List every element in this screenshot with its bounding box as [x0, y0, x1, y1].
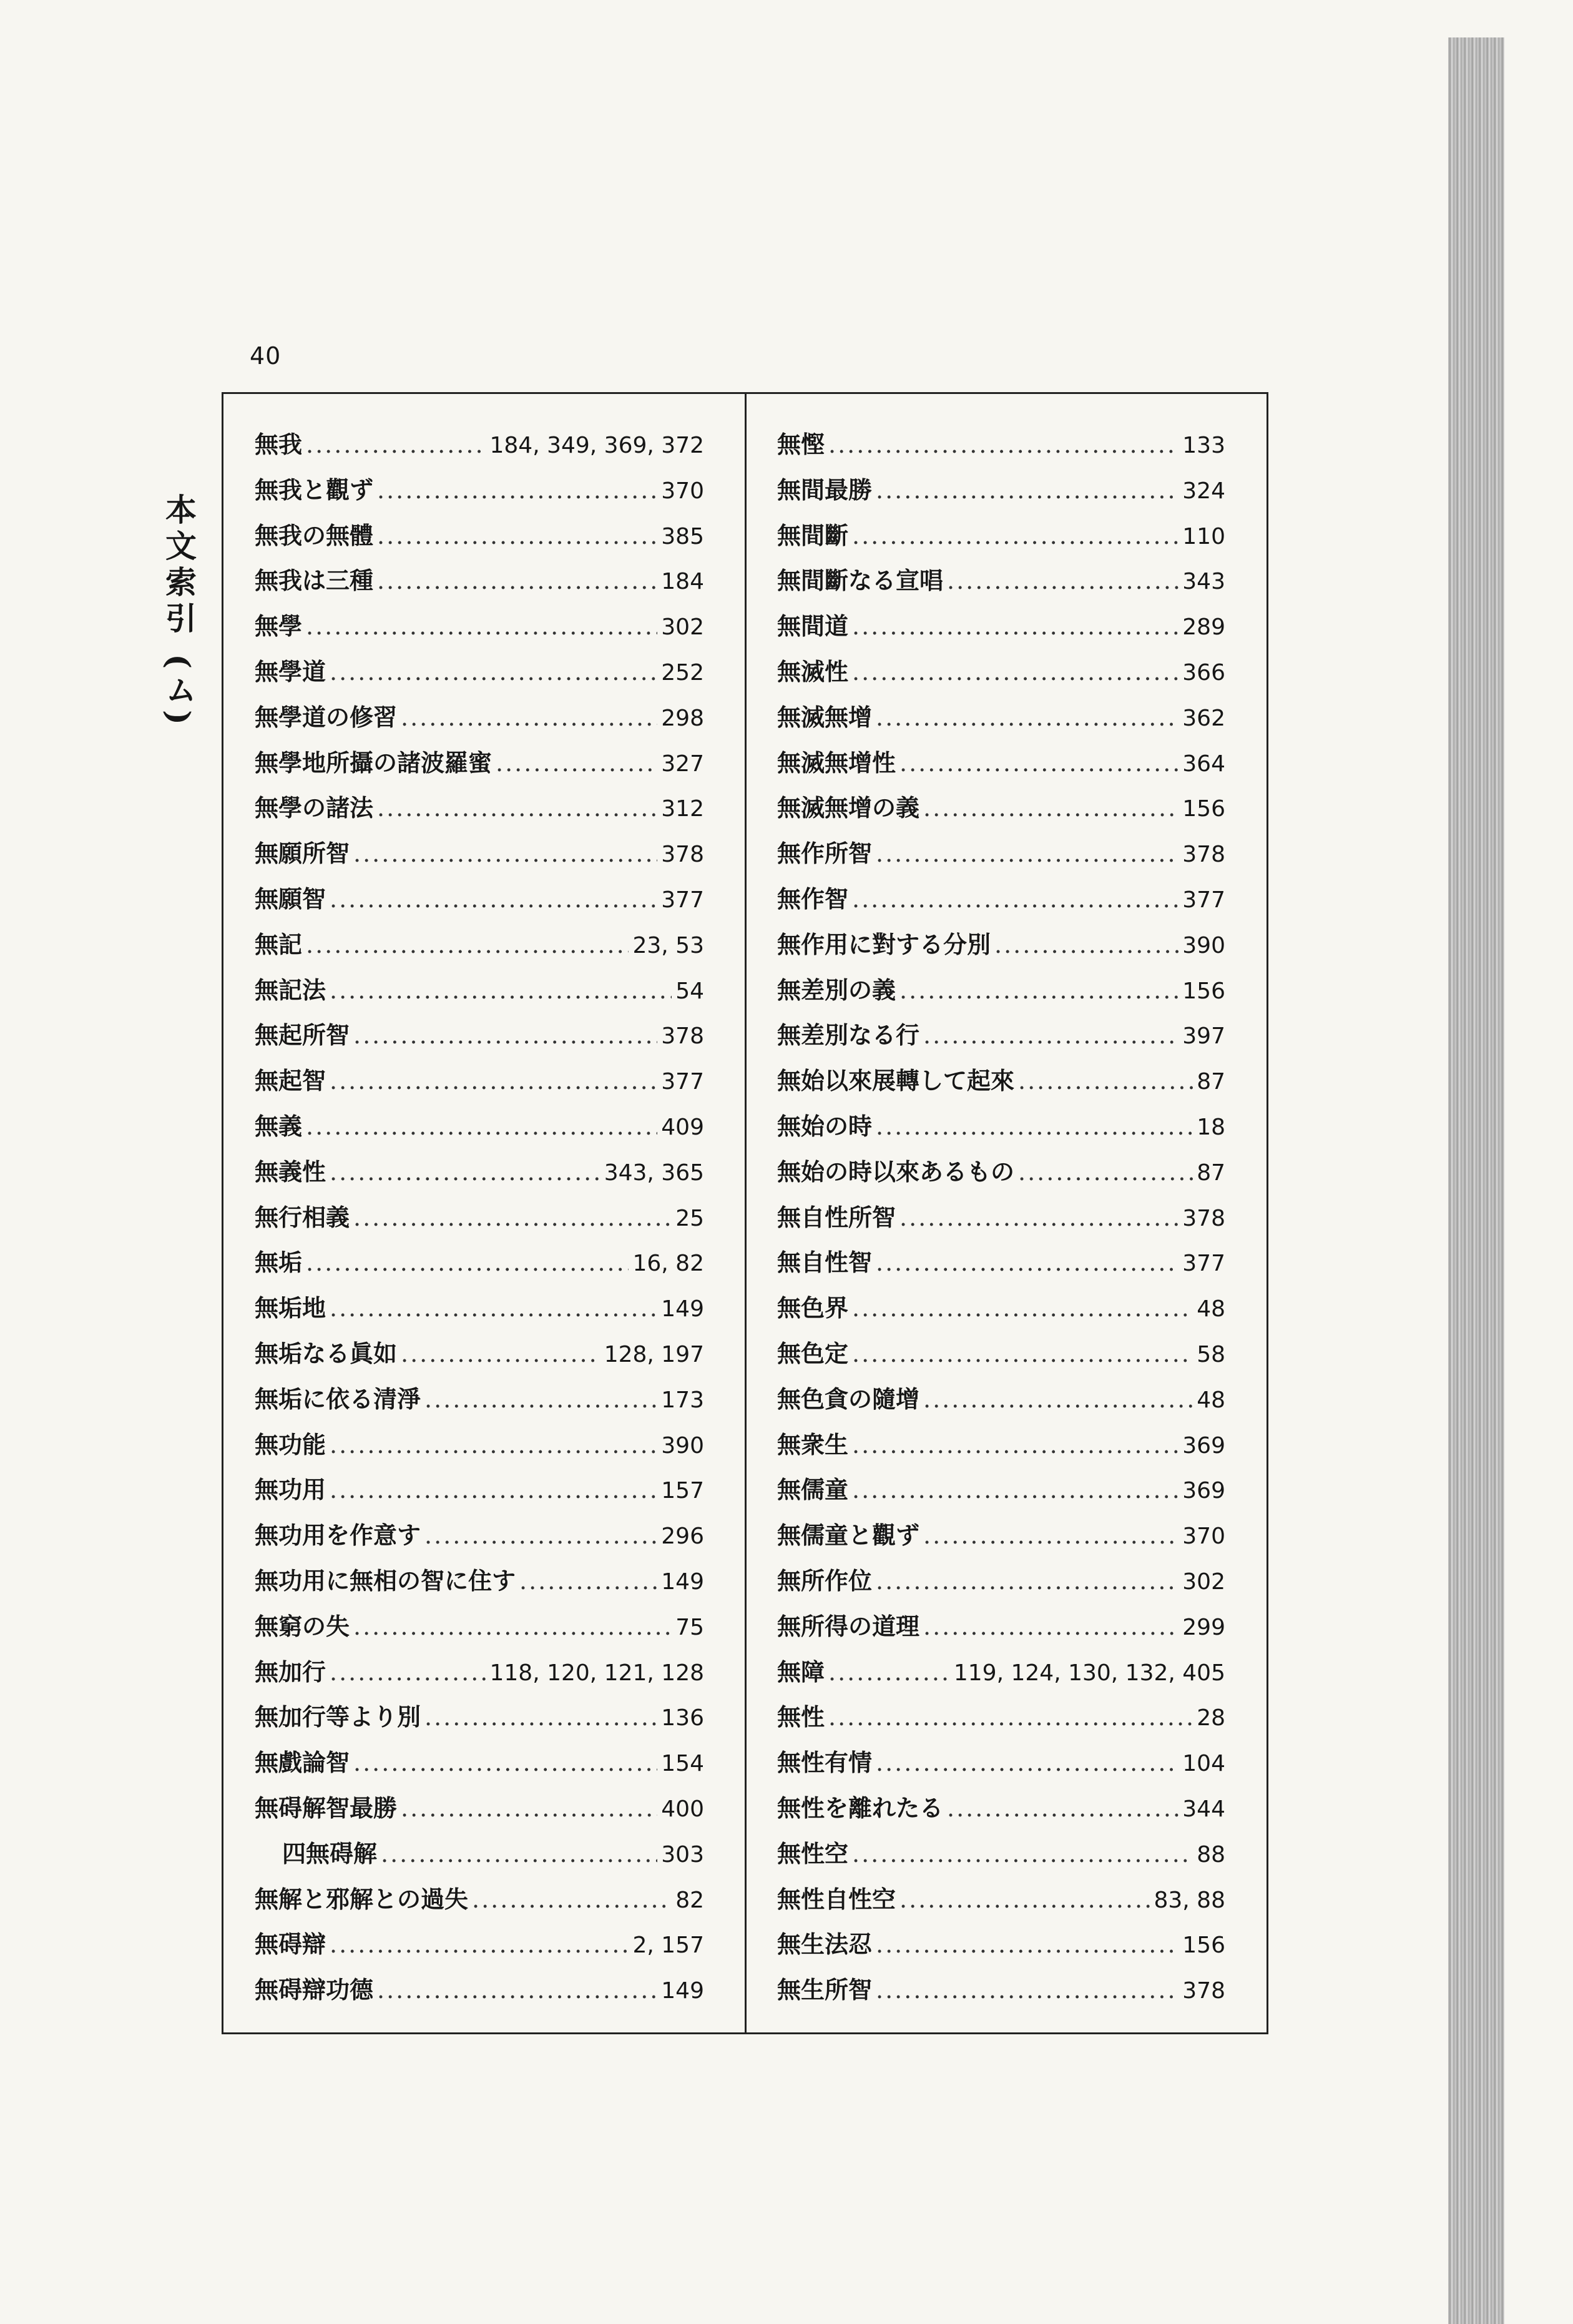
index-entry: [255, 1422, 704, 1468]
index-term: 無間道: [777, 612, 849, 641]
dot-leader: [424, 1513, 657, 1558]
index-pages: 149: [661, 1978, 704, 2004]
index-pages: 88: [1197, 1841, 1225, 1868]
index-term: 無學の諸法: [255, 794, 374, 822]
dot-leader: [330, 1150, 600, 1195]
scan-edge-shadow: [1448, 37, 1504, 2324]
index-entry: [777, 1831, 1225, 1877]
index-entry: [777, 741, 1225, 786]
index-term: 無窮の失: [255, 1612, 350, 1640]
index-term: 無我: [255, 430, 303, 458]
index-entry: [255, 1650, 704, 1695]
page-number: 40: [250, 342, 282, 370]
index-entry: [255, 785, 704, 831]
index-entry: [777, 1150, 1225, 1195]
index-pages: 54: [675, 978, 704, 1004]
index-entry: [255, 877, 704, 922]
index-pages: 409: [661, 1114, 704, 1140]
index-pages: 369: [1182, 1432, 1225, 1459]
dot-leader: [424, 1377, 657, 1422]
dot-leader: [852, 877, 1179, 922]
dot-leader: [923, 1013, 1179, 1058]
dot-leader: [923, 1377, 1193, 1422]
index-pages: 87: [1197, 1160, 1225, 1186]
index-term: 無差別の義: [777, 975, 896, 1004]
index-entry: [777, 1058, 1225, 1104]
dot-leader: [381, 1831, 657, 1877]
index-term: 無滅無增: [777, 702, 873, 731]
dot-leader: [1018, 1058, 1193, 1104]
index-pages: 184: [661, 569, 704, 595]
index-pages: 343: [1182, 569, 1225, 595]
dot-leader: [424, 1695, 657, 1740]
index-pages: 75: [675, 1614, 704, 1640]
index-pages: 173: [661, 1387, 704, 1413]
index-pages: 82: [675, 1887, 704, 1913]
index-pages: 149: [661, 1568, 704, 1595]
index-pages: 184, 349, 369, 372: [489, 433, 704, 458]
running-head: 本文索引 (ム): [160, 493, 197, 730]
index-entry: [777, 1877, 1225, 1923]
index-pages: 110: [1182, 523, 1225, 549]
index-entry: [777, 1377, 1225, 1422]
index-term: 無差別なる行: [777, 1021, 920, 1050]
index-term: 無始以來展轉して起來: [777, 1066, 1015, 1095]
index-entry: [255, 1740, 704, 1786]
index-entry: [777, 1013, 1225, 1058]
dot-leader: [401, 695, 657, 741]
index-entry: [255, 1604, 704, 1650]
index-term: 無性: [777, 1703, 825, 1731]
dot-leader: [330, 877, 657, 922]
index-pages: 324: [1182, 478, 1225, 504]
dot-leader: [947, 558, 1179, 604]
dot-leader: [852, 1467, 1179, 1513]
index-pages: 303: [661, 1841, 704, 1868]
dot-leader: [330, 1286, 657, 1331]
dot-leader: [401, 1331, 600, 1377]
index-term: 無間斷なる宣唱: [777, 566, 944, 595]
dot-leader: [828, 1695, 1193, 1740]
index-pages: 385: [661, 523, 704, 549]
index-pages: 378: [1182, 842, 1225, 868]
dot-leader: [330, 1650, 486, 1695]
index-term: 無衆生: [777, 1430, 849, 1459]
index-term: 無所作位: [777, 1566, 873, 1595]
dot-leader: [852, 1422, 1179, 1468]
index-entry: [255, 649, 704, 695]
index-term: 無學道の修習: [255, 702, 398, 731]
index-pages: 377: [1182, 1251, 1225, 1277]
index-entry: [255, 1877, 704, 1923]
dot-leader: [377, 1967, 657, 2013]
index-pages: 133: [1182, 433, 1225, 458]
dot-leader: [353, 831, 657, 877]
dot-leader: [330, 1422, 657, 1468]
index-term: 無我の無體: [255, 521, 374, 549]
index-entry: [255, 1786, 704, 1831]
index-pages: 156: [1182, 978, 1225, 1004]
dot-leader: [923, 1513, 1179, 1558]
index-term: 無碍解智最勝: [255, 1793, 398, 1822]
index-term: 無學道: [255, 657, 326, 686]
index-pages: 364: [1182, 751, 1225, 777]
index-term: 無作用に對する分別: [777, 930, 991, 958]
index-entry: [777, 1286, 1225, 1331]
dot-leader: [899, 1877, 1150, 1923]
dot-leader: [876, 831, 1179, 877]
index-entry: [777, 831, 1225, 877]
index-term: 無行相義: [255, 1203, 350, 1231]
dot-leader: [876, 1558, 1179, 1604]
index-entry: [255, 831, 704, 877]
index-term: 無功用に無相の智に住す: [255, 1566, 516, 1595]
dot-leader: [330, 968, 672, 1013]
index-pages: 377: [661, 887, 704, 913]
dot-leader: [899, 741, 1179, 786]
index-entry: [255, 1240, 704, 1286]
index-entry: [777, 1422, 1225, 1468]
index-pages: 154: [661, 1751, 704, 1777]
dot-leader: [306, 922, 629, 968]
index-entry: [777, 922, 1225, 968]
index-entry: [777, 785, 1225, 831]
index-entry: [777, 1786, 1225, 1831]
dot-leader: [353, 1195, 672, 1241]
dot-leader: [377, 785, 657, 831]
index-term: 無功用: [255, 1475, 326, 1504]
index-term: 無願所智: [255, 839, 350, 868]
dot-leader: [353, 1740, 657, 1786]
index-term: 無性自性空: [777, 1884, 896, 1913]
dot-leader: [876, 1240, 1179, 1286]
index-pages: 312: [661, 796, 704, 822]
dot-leader: [923, 785, 1179, 831]
index-pages: 87: [1197, 1069, 1225, 1095]
index-term: 無色貪の隨增: [777, 1384, 920, 1413]
index-pages: 378: [1182, 1205, 1225, 1231]
index-pages: 369: [1182, 1478, 1225, 1504]
index-entry: [777, 1195, 1225, 1241]
dot-leader: [377, 513, 657, 559]
dot-leader: [876, 468, 1179, 513]
index-pages: 362: [1182, 705, 1225, 731]
dot-leader: [353, 1013, 657, 1058]
index-term: 無所得の道理: [777, 1612, 920, 1640]
index-term: 無學: [255, 612, 303, 641]
index-pages: 136: [661, 1705, 704, 1731]
index-pages: 377: [1182, 887, 1225, 913]
index-term: 無垢: [255, 1248, 303, 1277]
index-pages: 118, 120, 121, 128: [489, 1660, 704, 1686]
index-entry: [255, 922, 704, 968]
dot-leader: [852, 1331, 1193, 1377]
index-entry: [777, 649, 1225, 695]
index-entry: [777, 558, 1225, 604]
index-term: 無作智: [777, 884, 849, 913]
index-pages: 18: [1197, 1114, 1225, 1140]
index-term: 無加行: [255, 1657, 326, 1686]
index-pages: 378: [661, 1023, 704, 1050]
index-term: 無解と邪解との過失: [255, 1884, 469, 1913]
index-term: 無自性智: [777, 1248, 873, 1277]
index-term: 無始の時: [777, 1111, 873, 1140]
index-term: 無垢に依る清淨: [255, 1384, 421, 1413]
index-term: 無自性所智: [777, 1203, 896, 1231]
index-pages: 299: [1182, 1614, 1225, 1640]
dot-leader: [330, 1922, 629, 1967]
dot-leader: [852, 604, 1179, 649]
dot-leader: [852, 649, 1179, 695]
index-pages: 149: [661, 1296, 704, 1322]
dot-leader: [899, 1195, 1179, 1241]
index-pages: 23, 53: [632, 932, 704, 958]
index-entry: [255, 468, 704, 513]
index-term: 無我は三種: [255, 566, 374, 595]
index-pages: 252: [661, 659, 704, 686]
index-pages: 83, 88: [1154, 1887, 1225, 1913]
dot-leader: [1018, 1150, 1193, 1195]
index-entry: [777, 468, 1225, 513]
index-entry: [255, 741, 704, 786]
index-term: 無儒童: [777, 1475, 849, 1504]
index-pages: 378: [1182, 1978, 1225, 2004]
dot-leader: [876, 1967, 1179, 2013]
index-pages: 25: [675, 1205, 704, 1231]
column-divider: [745, 392, 747, 2034]
index-term: 無記法: [255, 975, 326, 1004]
index-entry: [777, 1740, 1225, 1786]
dot-leader: [899, 968, 1179, 1013]
index-pages: 302: [1182, 1568, 1225, 1595]
dot-leader: [852, 1831, 1193, 1877]
dot-leader: [496, 741, 657, 786]
index-term: 無色界: [777, 1294, 849, 1322]
index-pages: 302: [661, 614, 704, 641]
dot-leader: [401, 1786, 657, 1831]
index-entry: [255, 968, 704, 1013]
index-entry: [777, 1558, 1225, 1604]
index-entry: [777, 1695, 1225, 1740]
index-pages: 400: [661, 1796, 704, 1822]
index-term: 無功能: [255, 1430, 326, 1459]
index-term: 無碍辯: [255, 1930, 326, 1959]
dot-leader: [923, 1604, 1179, 1650]
index-pages: 48: [1197, 1296, 1225, 1322]
index-term: 四無碍解: [282, 1839, 378, 1868]
dot-leader: [330, 649, 657, 695]
index-entry: [777, 968, 1225, 1013]
index-entry: [777, 1331, 1225, 1377]
index-entry: [255, 513, 704, 559]
dot-leader: [828, 1650, 950, 1695]
index-pages: 289: [1182, 614, 1225, 641]
index-term: 無起所智: [255, 1021, 350, 1050]
index-term: 無加行等より別: [255, 1703, 421, 1731]
index-term: 無滅無增の義: [777, 794, 920, 822]
index-term: 無起智: [255, 1066, 326, 1095]
index-entry: [777, 1967, 1225, 2013]
index-pages: 156: [1182, 1933, 1225, 1959]
index-term: 無戲論智: [255, 1748, 350, 1777]
index-entry: [255, 1922, 704, 1967]
index-entry: [255, 1195, 704, 1241]
index-term: 無我と觀ず: [255, 475, 374, 504]
dot-leader: [306, 422, 486, 468]
index-pages: 366: [1182, 659, 1225, 686]
dot-leader: [330, 1467, 657, 1513]
index-entry: [777, 422, 1225, 468]
index-pages: 58: [1197, 1341, 1225, 1367]
index-column-right: [777, 422, 1225, 2013]
index-pages: 298: [661, 705, 704, 731]
dot-leader: [852, 1286, 1193, 1331]
index-pages: 296: [661, 1524, 704, 1550]
index-pages: 370: [661, 478, 704, 504]
index-entry: [255, 1331, 704, 1377]
index-entry: [777, 1604, 1225, 1650]
dot-leader: [377, 468, 657, 513]
index-pages: 28: [1197, 1705, 1225, 1731]
index-entry: [255, 1695, 704, 1740]
index-pages: 377: [661, 1069, 704, 1095]
dot-leader: [994, 922, 1179, 968]
index-entry: [255, 1377, 704, 1422]
dot-leader: [876, 695, 1179, 741]
index-term: 無碍辯功德: [255, 1976, 374, 2004]
index-entry: [255, 1013, 704, 1058]
index-entry: [255, 1150, 704, 1195]
index-term: 無記: [255, 930, 303, 958]
index-pages: 157: [661, 1478, 704, 1504]
index-pages: 344: [1182, 1796, 1225, 1822]
dot-leader: [377, 558, 657, 604]
index-term: 無間最勝: [777, 475, 873, 504]
dot-leader: [947, 1786, 1179, 1831]
dot-leader: [306, 1104, 657, 1150]
index-term: 無始の時以來あるもの: [777, 1157, 1015, 1186]
dot-leader: [306, 604, 657, 649]
index-pages: 16, 82: [632, 1251, 704, 1277]
index-term: 無慳: [777, 430, 825, 458]
index-pages: 156: [1182, 796, 1225, 822]
index-pages: 390: [661, 1432, 704, 1459]
index-entry: [777, 1104, 1225, 1150]
index-term: 無滅無增性: [777, 748, 896, 777]
index-term: 無性有情: [777, 1748, 873, 1777]
index-term: 無障: [777, 1657, 825, 1686]
dot-leader: [519, 1558, 657, 1604]
index-entry: [255, 558, 704, 604]
index-term: 無垢なる眞如: [255, 1339, 398, 1367]
index-entry: [777, 513, 1225, 559]
index-entry: [255, 1104, 704, 1150]
index-entry: [255, 1831, 704, 1877]
index-pages: 390: [1182, 932, 1225, 958]
index-entry: [777, 1513, 1225, 1558]
dot-leader: [852, 513, 1179, 559]
index-pages: 378: [661, 842, 704, 868]
index-entry: [255, 1286, 704, 1331]
dot-leader: [353, 1604, 672, 1650]
index-entry: [255, 1558, 704, 1604]
dot-leader: [876, 1104, 1193, 1150]
index-term: 無間斷: [777, 521, 849, 549]
index-entry: [777, 1650, 1225, 1695]
index-term: 無垢地: [255, 1294, 326, 1322]
index-pages: 128, 197: [604, 1341, 704, 1367]
index-entry: [255, 422, 704, 468]
index-entry: [777, 604, 1225, 649]
index-term: 無功用を作意す: [255, 1521, 421, 1550]
index-pages: 48: [1197, 1387, 1225, 1413]
index-pages: 327: [661, 751, 704, 777]
dot-leader: [330, 1058, 657, 1104]
index-term: 無色定: [777, 1339, 849, 1367]
index-entry: [777, 1240, 1225, 1286]
index-entry: [777, 877, 1225, 922]
index-term: 無儒童と觀ず: [777, 1521, 920, 1550]
index-entry: [255, 695, 704, 741]
index-pages: 2, 157: [632, 1933, 704, 1959]
index-entry: [255, 1058, 704, 1104]
index-term: 無生所智: [777, 1976, 873, 2004]
index-entry: [777, 1467, 1225, 1513]
index-term: 無義性: [255, 1157, 326, 1186]
dot-leader: [472, 1877, 672, 1923]
index-entry: [255, 1967, 704, 2013]
index-entry: [777, 695, 1225, 741]
dot-leader: [876, 1740, 1179, 1786]
index-entry: [777, 1922, 1225, 1967]
index-term: 無性空: [777, 1839, 849, 1868]
dot-leader: [828, 422, 1179, 468]
index-term: 無義: [255, 1111, 303, 1140]
index-pages: 370: [1182, 1524, 1225, 1550]
index-entry: [255, 1467, 704, 1513]
index-term: 無性を離れたる: [777, 1793, 944, 1822]
dot-leader: [876, 1922, 1179, 1967]
index-term: 無願智: [255, 884, 326, 913]
index-pages: 104: [1182, 1751, 1225, 1777]
index-term: 無滅性: [777, 657, 849, 686]
index-term: 無生法忍: [777, 1930, 873, 1959]
index-column-left: [255, 422, 704, 2013]
index-pages: 119, 124, 130, 132, 405: [953, 1660, 1225, 1686]
index-pages: 397: [1182, 1023, 1225, 1050]
index-pages: 343, 365: [604, 1160, 704, 1186]
index-term: 無作所智: [777, 839, 873, 868]
dot-leader: [306, 1240, 629, 1286]
index-entry: [255, 1513, 704, 1558]
index-entry: [255, 604, 704, 649]
index-term: 無學地所攝の諸波羅蜜: [255, 748, 492, 777]
